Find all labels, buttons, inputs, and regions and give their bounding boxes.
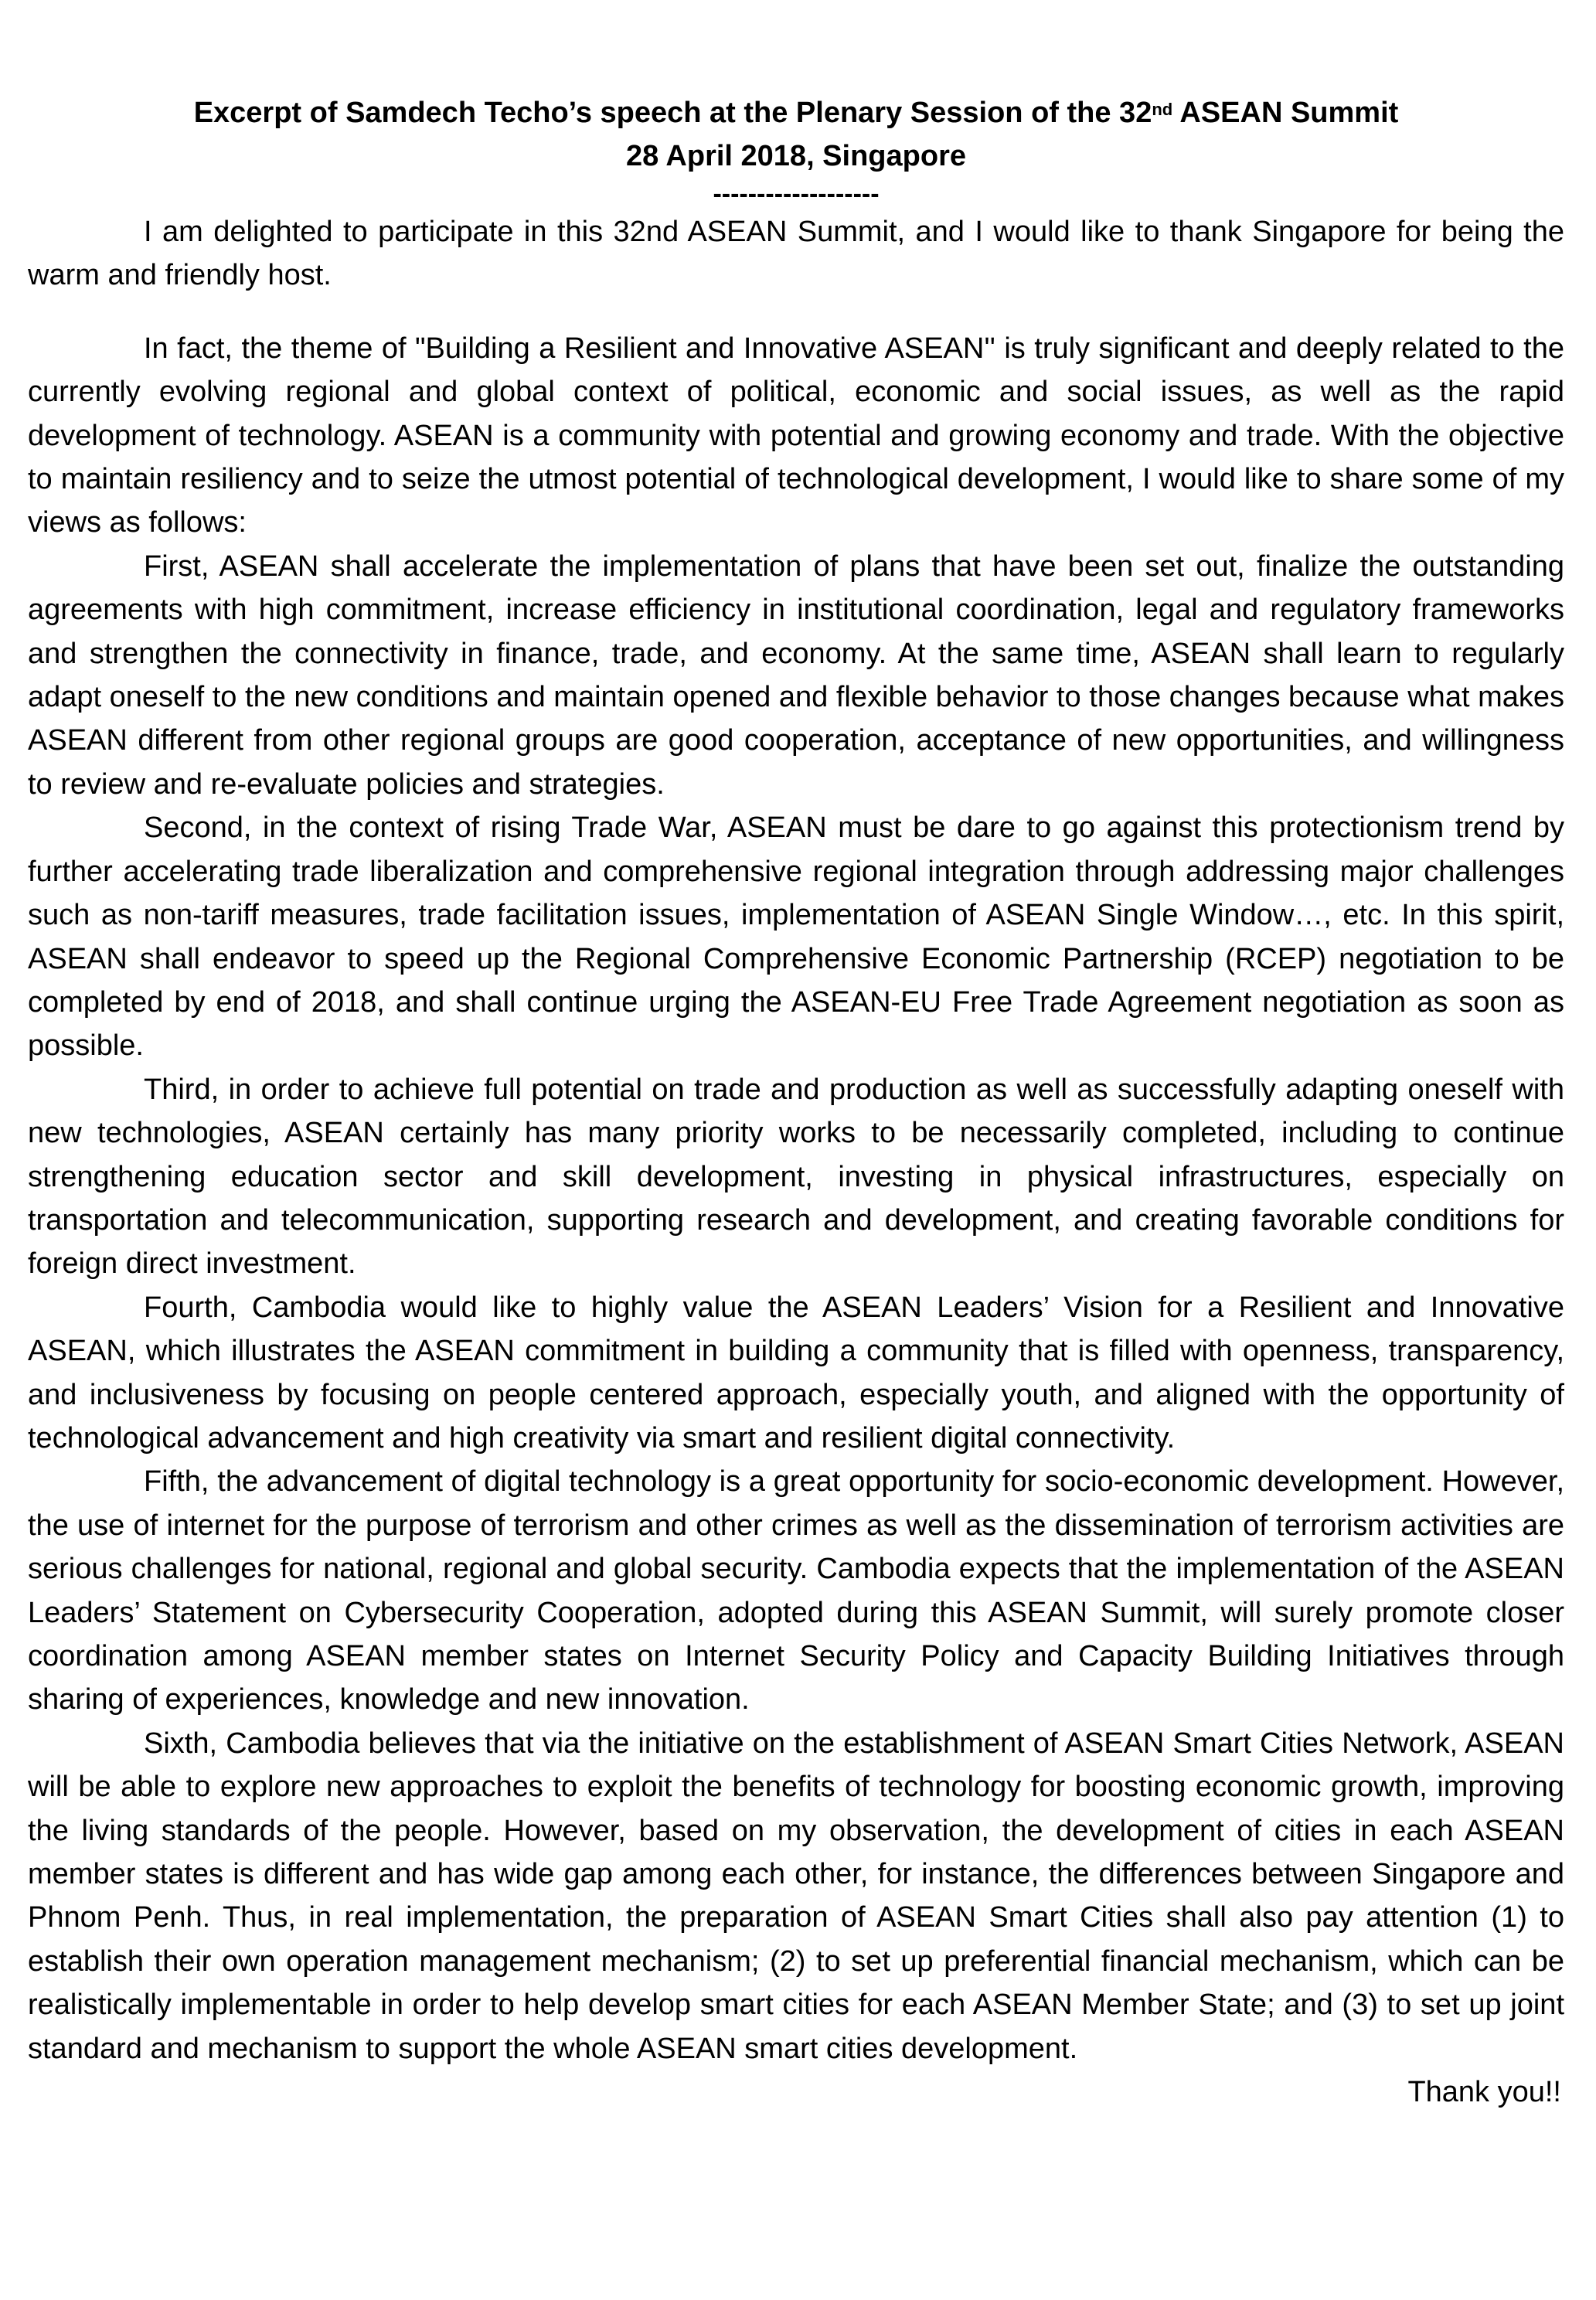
document-page: [28, 91, 1564, 2114]
paragraph-theme: In fact, the theme of "Building a Resilient and Innovative ASEAN'' is truly significant and deeply related to the currently evolving regional and global context of political, economic and social issues, as well as the rapid development of technology. ASEAN is a community with potential and growing economy and trade. With the objective to maintain resiliency and to seize the utmost potential of technological development, I would like to share some of my views as follows:: [28, 332, 1564, 539]
title-superscript: nd: [1152, 100, 1173, 119]
title-separator: -------------------: [713, 179, 880, 209]
paragraph-third: Third, in order to achieve full potential on trade and production as well as successfully adapting oneself with new technologies, ASEAN certainly has many priority works to be necessarily completed, including to continue strengthening education sector and skill development, investing in physical infrastructures, especially on transportation and telecommunication, supporting research and development, and creating favorable conditions for foreign direct investment.: [28, 1073, 1564, 1281]
paragraph-fifth: Fifth, the advancement of digital technology is a great opportunity for socio-economic development. However, the use of internet for the purpose of terrorism and other crimes as well as the dissemination of terrorism activities are serious challenges for national, regional and global security. Cambodia expects that the implementation of the ASEAN Leaders’ Statement on Cybersecurity Cooperation, adopted during this ASEAN Summit, will surely promote closer coordination among ASEAN member states on Internet Security Policy and Capacity Building Initiatives through sharing of experiences, knowledge and new innovation.: [28, 1465, 1564, 1716]
title-tail: ASEAN Summit: [1172, 97, 1399, 129]
paragraph-first: First, ASEAN shall accelerate the implementation of plans that have been set out, finalize the outstanding agreements with high commitment, increase efficiency in institutional coordination, legal and regulatory frameworks and strengthen the connectivity in finance, trade, and economy. At the same time, ASEAN shall learn to regularly adapt oneself to the new conditions and maintain opened and flexible behavior to those changes because what makes ASEAN different from other regional groups are good cooperation, acceptance of new opportunities, and willingness to review and re-evaluate policies and strategies.: [28, 549, 1564, 801]
paragraph-sixth: Sixth, Cambodia believes that via the initiative on the establishment of ASEAN Smart Cities Network, ASEAN will be able to explore new approaches to exploit the benefits of technology for boosting economic growth, improving the living standards of the people. However, based on my observation, the development of cities in each ASEAN member states is different and has wide gap among each other, for instance, the differences between Singapore and Phnom Penh. Thus, in real implementation, the preparation of ASEAN Smart Cities shall also pay attention (1) to establish their own operation management mechanism; (2) to set up preferential financial mechanism, which can be realistically implementable in order to help develop smart cities for each ASEAN Member State; and (3) to set up joint standard and mechanism to support the whole ASEAN smart cities development.: [28, 1727, 1564, 2065]
paragraph-intro: I am delighted to participate in this 32nd ASEAN Summit, and I would like to thank Singapore for being the warm and friendly host.: [28, 216, 1564, 292]
paragraph-fourth: Fourth, Cambodia would like to highly value the ASEAN Leaders’ Vision for a Resilient and Innovative ASEAN, which illustrates the ASEAN commitment in building a community that is filled with openness, transparency, and inclusiveness by focusing on people centered approach, especially youth, and aligned with the opportunity of technological advancement and high creativity via smart and resilient digital connectivity.: [28, 1291, 1564, 1455]
paragraph-second: Second, in the context of rising Trade War, ASEAN must be dare to go against this protectionism trend by further accelerating trade liberalization and comprehensive regional integration through addressing major challenges such as non-tariff measures, trade facilitation issues, implementation of ASEAN Single Window…, etc. In this spirit, ASEAN shall endeavor to speed up the Regional Comprehensive Economic Partnership (RCEP) negotiation to be completed by end of 2018, and shall continue urging the ASEAN-EU Free Trade Agreement negotiation as soon as possible.: [28, 811, 1564, 1063]
paragraph-gap: [28, 298, 1564, 327]
document-title: [28, 91, 1564, 134]
title-main: Excerpt of Samdech Techo’s speech at the Plenary Session of the 32: [193, 97, 1152, 129]
date-line: 28 April 2018, Singapore: [626, 140, 966, 172]
closing-thanks: Thank you!!: [1407, 2076, 1561, 2109]
